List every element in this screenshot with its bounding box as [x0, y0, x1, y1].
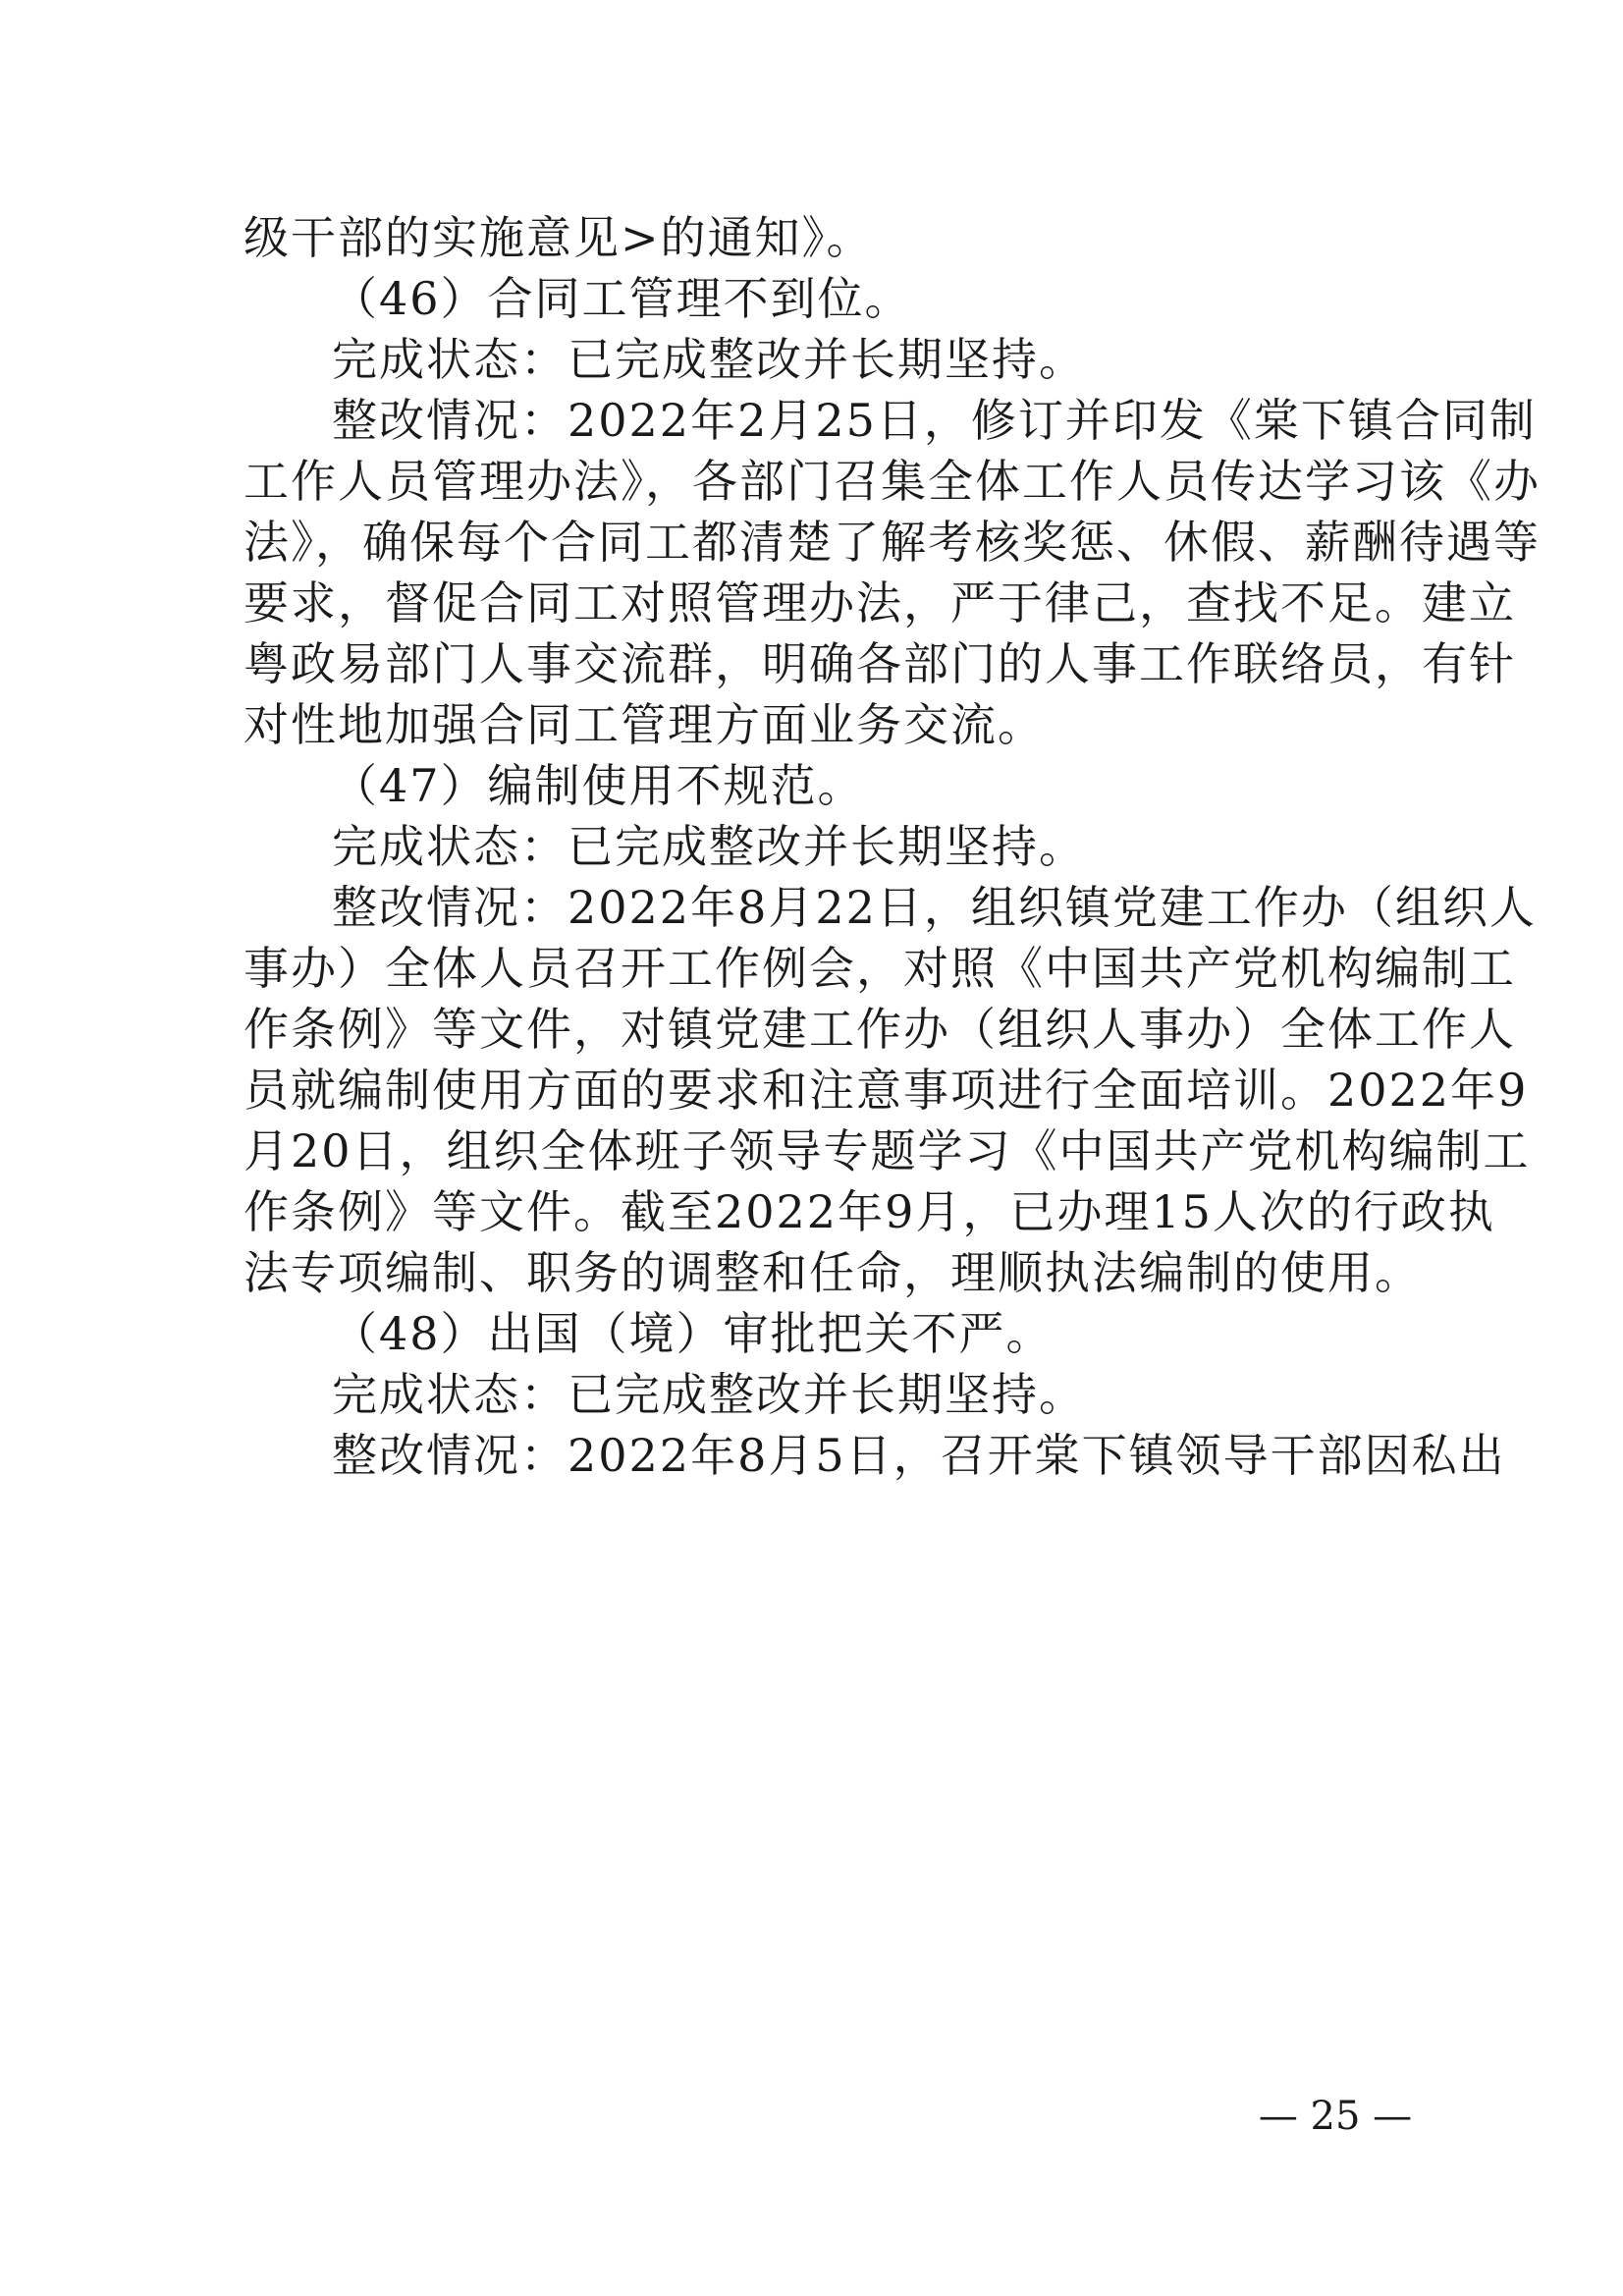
text-line: 作条例》等文件。截至2022年9月，已办理15人次的行政执 [243, 1185, 1495, 1238]
text-line: 粤政易部门人事交流群，明确各部门的人事工作联络员，有针 [243, 637, 1516, 690]
status-line: 完成状态：已完成整改并长期坚持。 [332, 333, 1086, 386]
text-line: 级干部的实施意见>的通知》。 [243, 211, 874, 264]
text-line: 法专项编制、职务的调整和任命，理顺执法编制的使用。 [243, 1246, 1422, 1299]
text-line: 对性地加强合同工管理方面业务交流。 [243, 698, 1045, 751]
text-line: 月20日，组织全体班子领导专题学习《中国共产党机构编制工 [243, 1124, 1531, 1177]
section-heading-48: （48）出国（境）审批把关不严。 [332, 1307, 1054, 1360]
section-heading-47: （47）编制使用不规范。 [332, 759, 865, 812]
text-line: 要求，督促合同工对照管理办法，严于律己，查找不足。建立 [243, 576, 1516, 629]
text-line: 作条例》等文件，对镇党建工作办（组织人事办）全体工作人 [243, 1003, 1516, 1056]
text-line: 整改情况：2022年8月5日，召开棠下镇领导干部因私出 [332, 1429, 1506, 1482]
text-line: 事办）全体人员召开工作例会，对照《中国共产党机构编制工 [243, 942, 1516, 995]
text-line: 工作人员管理办法》，各部门召集全体工作人员传达学习该《办 [243, 455, 1541, 508]
status-line: 完成状态：已完成整改并长期坚持。 [332, 1368, 1086, 1421]
status-line: 完成状态：已完成整改并长期坚持。 [332, 820, 1086, 873]
text-line: 整改情况：2022年2月25日，修订并印发《棠下镇合同制 [332, 394, 1537, 447]
section-heading-46: （46）合同工管理不到位。 [332, 272, 912, 325]
text-line: 整改情况：2022年8月22日，组织镇党建工作办（组织人 [332, 881, 1537, 934]
text-line: 员就编制使用方面的要求和注意事项进行全面培训。2022年9 [243, 1064, 1529, 1117]
text-line: 法》，确保每个合同工都清楚了解考核奖惩、休假、薪酬待遇等 [243, 516, 1541, 569]
page-number: — 25 — [1258, 2094, 1413, 2139]
